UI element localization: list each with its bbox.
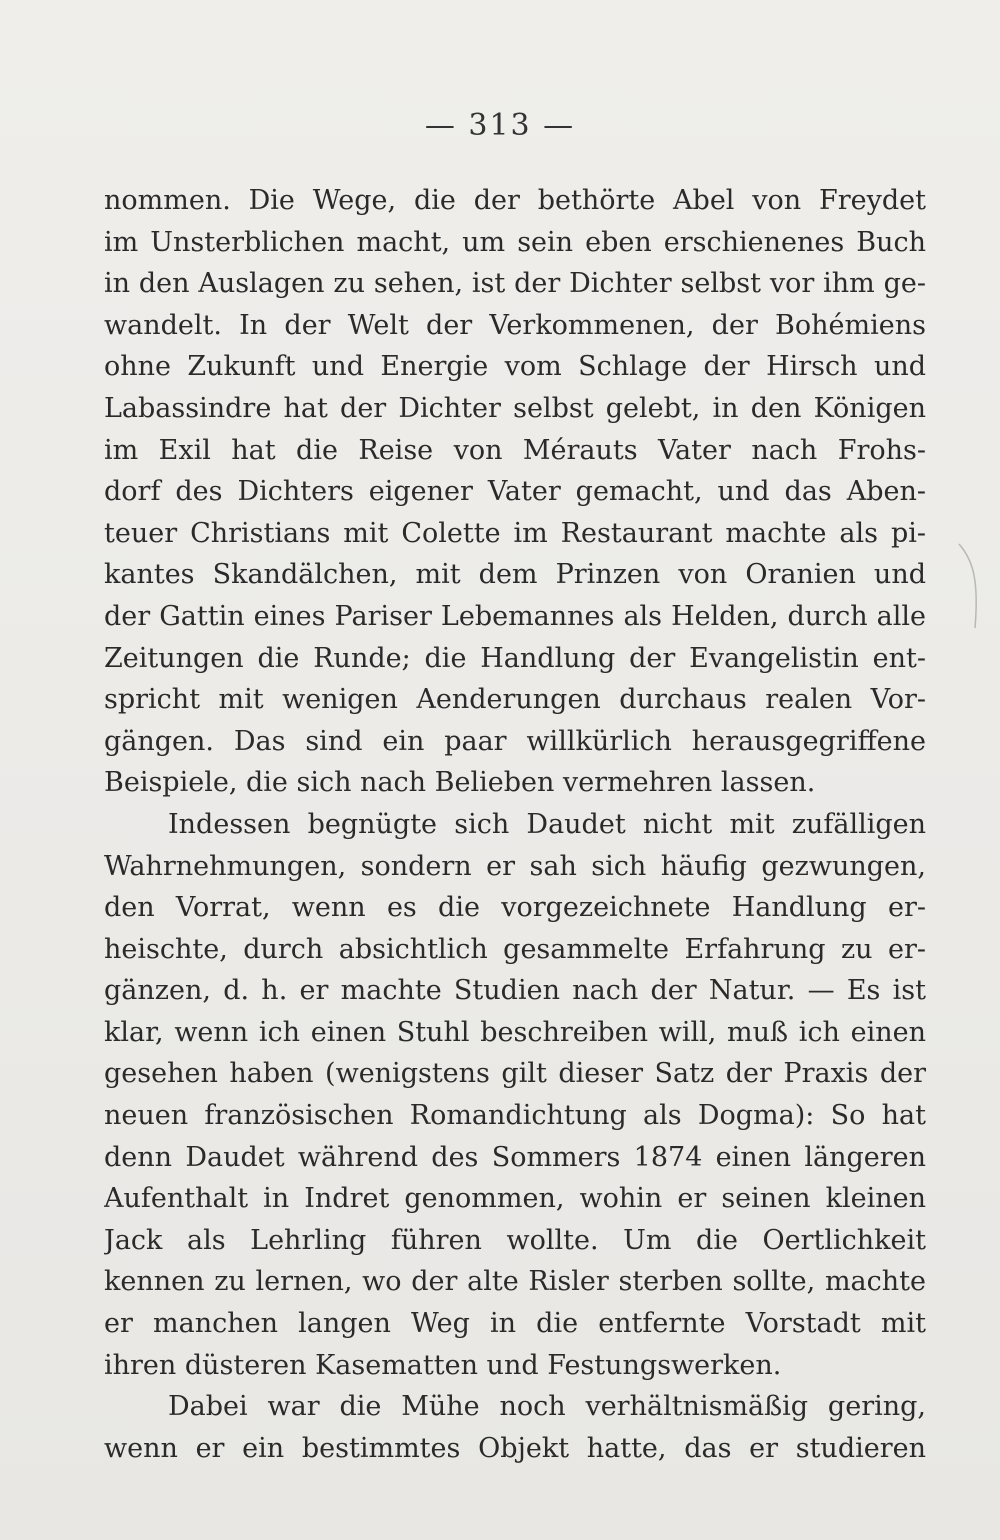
- body-text: [104, 180, 926, 1469]
- page-number: — 313 —: [424, 108, 576, 143]
- text-line: ohne Zukunft und Energie vom Schlage der Hirsch und: [104, 351, 926, 383]
- text-line: Aufenthalt in Indret genommen, wohin er seinen kleinen: [104, 1183, 926, 1215]
- text-line: im Exil hat die Reise von Mérauts Vater nach Frohs-: [104, 434, 926, 466]
- text-line: Labassindre hat der Dichter selbst gelebt, in den Königen: [104, 392, 926, 424]
- text-line: dorf des Dichters eigener Vater gemacht, und das Aben-: [104, 476, 926, 508]
- text-line: der Gattin eines Pariser Lebemannes als Helden, durch alle: [104, 600, 926, 632]
- text-line: klar, wenn ich einen Stuhl beschreiben will, muß ich einen: [104, 1016, 926, 1048]
- text-line: Zeitungen die Runde; die Handlung der Evangelistin ent-: [104, 642, 926, 674]
- text-line: Dabei war die Mühe noch verhältnismäßig gering,: [168, 1391, 926, 1423]
- text-line: gängen. Das sind ein paar willkürlich herausgegriffene: [104, 725, 926, 757]
- text-line: wandelt. In der Welt der Verkommenen, der Bohémiens: [104, 309, 926, 341]
- text-line: spricht mit wenigen Aenderungen durchaus realen Vor-: [104, 684, 926, 716]
- text-line: er manchen langen Weg in die entfernte Vorstadt mit: [104, 1308, 926, 1340]
- text-line: gesehen haben (wenigstens gilt dieser Satz der Praxis der: [104, 1058, 926, 1090]
- text-line: in den Auslagen zu sehen, ist der Dichter selbst vor ihm ge-: [104, 268, 926, 300]
- text-line: nommen. Die Wege, die der bethörte Abel von Freydet: [104, 185, 926, 216]
- text-line: ihren düsteren Kasematten und Festungswerken.: [104, 1349, 782, 1381]
- paragraph-2: [104, 804, 926, 1386]
- text-line: den Vorrat, wenn es die vorgezeichnete Handlung er-: [104, 892, 926, 924]
- text-line: Wahrnehmungen, sondern er sah sich häufig gezwungen,: [104, 850, 926, 882]
- paragraph-3: [104, 1386, 926, 1469]
- text-line: denn Daudet während des Sommers 1874 einen längeren: [104, 1141, 926, 1173]
- text-line: kennen zu lernen, wo der alte Risler sterben sollte, machte: [104, 1266, 926, 1298]
- text-line: Jack als Lehrling führen wollte. Um die Oertlichkeit: [104, 1224, 926, 1256]
- text-line: teuer Christians mit Colette im Restaurant machte als pi-: [104, 517, 926, 549]
- text-line: im Unsterblichen macht, um sein eben erschienenes Buch: [104, 226, 926, 258]
- text-line: neuen französischen Romandichtung als Dogma): So hat: [104, 1100, 926, 1132]
- text-line: wenn er ein bestimmtes Objekt hatte, das er studieren: [104, 1432, 926, 1464]
- text-line: Beispiele, die sich nach Belieben vermehren lassen.: [104, 767, 816, 799]
- text-line: kantes Skandälchen, mit dem Prinzen von Oranien und: [104, 559, 926, 591]
- text-line: heischte, durch absichtlich gesammelte Erfahrung zu er-: [104, 933, 926, 965]
- text-line: Indessen begnügte sich Daudet nicht mit zufälligen: [168, 808, 926, 840]
- paragraph-1: [104, 180, 926, 804]
- text-line: gänzen, d. h. er machte Studien nach der Natur. — Es ist: [104, 975, 926, 1007]
- paper-crease-mark: [955, 540, 985, 630]
